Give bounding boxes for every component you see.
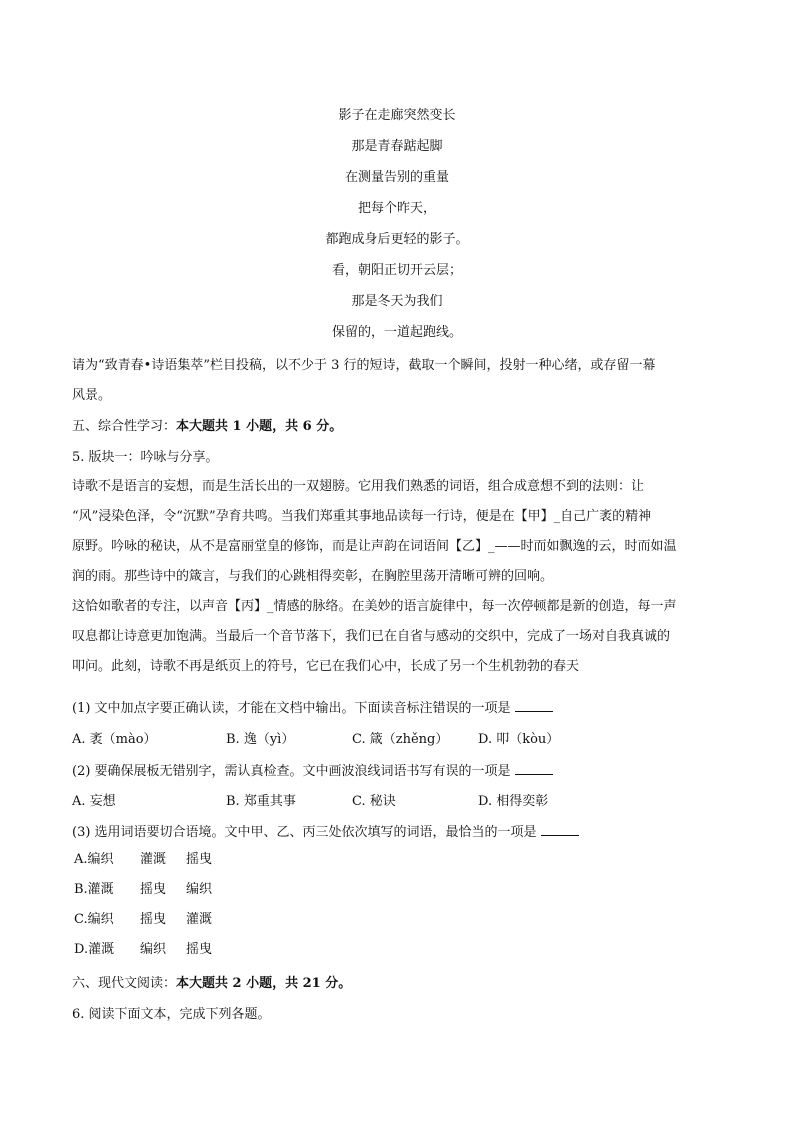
q3-option-c-word-3: 灌溉 [186, 912, 213, 927]
q3-option-a-word-1: A.编织 [74, 852, 114, 867]
passage-line: 叹息都让诗意更加饱满。当最后一个音节落下，我们已在自省与感动的交织中，完成了一场对自我真诚的 [72, 629, 671, 644]
q1-option-d: D. 叩（kòu） [478, 732, 560, 747]
passage-line: 润的雨。那些诗中的箴言，与我们的心跳相得奕彰，在胸腔里荡开清晰可辨的回响。 [72, 569, 554, 584]
poem-line: 保留的，一道起跑线。 [331, 325, 462, 340]
q3-option-c-word-1: C.编织 [74, 912, 114, 927]
question-6-title: 6. 阅读下面文本，完成下列各题。 [72, 1007, 271, 1022]
q3-option-b-word-2: 摇曳 [140, 882, 167, 897]
poem-line: 影子在走廊突然变长 [338, 108, 456, 123]
q1-option-c: C. 箴（zhěng） [352, 732, 449, 747]
q2-option-a: A. 妄想 [72, 794, 116, 809]
q3-option-c-word-2: 摇曳 [140, 912, 167, 927]
passage [72, 472, 727, 682]
section-5-prefix: 五、综合性学习： [72, 419, 177, 434]
task-instruction-line-1: 请为“致青春•诗语集萃”栏目投稿，以不少于 3 行的短诗，截取一个瞬间，投射一种心绪，或存留一幕 [72, 358, 656, 373]
q2-option-b: B. 郑重其事 [226, 794, 296, 809]
poem-line: 那是青春踮起脚 [351, 139, 443, 154]
section-5-score: 本大题共 1 小题，共 6 分。 [176, 419, 343, 434]
q2-option-c: C. 秘诀 [352, 794, 396, 809]
question-2-text: (2) 要确保展板无错别字，需认真检查。文中画波浪线词语书写有误的一项是 [72, 764, 511, 779]
passage-line: 这恰如歌者的专注，以声音【丙】_情感的脉络。在美妙的语言旋律中，每一次停顿都是新的创造，每一声 [72, 599, 677, 614]
section-6-score: 本大题共 2 小题，共 21 分。 [176, 976, 352, 991]
passage-line: 原野。吟咏的秘诀，从不是富丽堂皇的修饰，而是让声韵在词语间【乙】_——时而如飘逸的云，时而如温 [72, 539, 677, 554]
poem-line: 把每个昨天， [357, 201, 436, 216]
passage-line: 叩问。此刻，诗歌不再是纸页上的符号，它已在我们心中，长成了另一个生机勃勃的春天 [72, 659, 580, 674]
poem-line: 在测量告别的重量 [344, 170, 449, 185]
passage-line: 诗歌不是语言的妄想，而是生活长出的一双翅膀。它用我们熟悉的词语，组合成意想不到的法则：让 [72, 479, 645, 494]
section-6-heading [72, 972, 351, 991]
task-instruction-line-2: 风景。 [72, 388, 112, 403]
passage-line: “风”浸染色泽，令“沉默”孕育共鸣。当我们郑重其事地品读每一行诗，便是在【甲】_自己广袤的精神 [72, 509, 652, 524]
question-1-stem [72, 697, 553, 716]
question-5-title: 5. 版块一：吟咏与分享。 [72, 450, 219, 465]
question-3-stem [72, 821, 579, 840]
q1-option-b: B. 逸（yì） [226, 732, 295, 747]
question-3-text: (3) 选用词语要切合语境。文中甲、乙、丙三处依次填写的词语，最恰当的一项是 [72, 825, 537, 840]
section-5-heading [72, 415, 342, 434]
q3-option-a-word-2: 灌溉 [140, 852, 167, 867]
poem-line: 看，朝阳正切开云层； [331, 263, 462, 278]
answer-blank [515, 762, 553, 775]
answer-blank [541, 823, 579, 836]
q3-option-a-word-3: 摇曳 [186, 852, 213, 867]
q2-option-d: D. 相得奕彰 [478, 794, 549, 809]
answer-blank [515, 699, 553, 712]
poem-line: 那是冬天为我们 [351, 294, 443, 309]
q3-option-d-word-3: 摇曳 [186, 942, 213, 957]
poem-line: 都跑成身后更轻的影子。 [325, 232, 469, 247]
q3-option-d-word-2: 编织 [140, 942, 167, 957]
q3-option-b-word-1: B.灌溉 [74, 882, 114, 897]
section-6-prefix: 六、现代文阅读： [72, 976, 177, 991]
q1-option-a: A. 袤（mào） [72, 732, 157, 747]
q3-option-d-word-1: D.灌溉 [74, 942, 115, 957]
question-1-text: (1) 文中加点字要正确认读，才能在文档中输出。下面读音标注错误的一项是 [72, 701, 511, 716]
q3-option-b-word-3: 编织 [186, 882, 213, 897]
question-2-stem [72, 760, 553, 779]
